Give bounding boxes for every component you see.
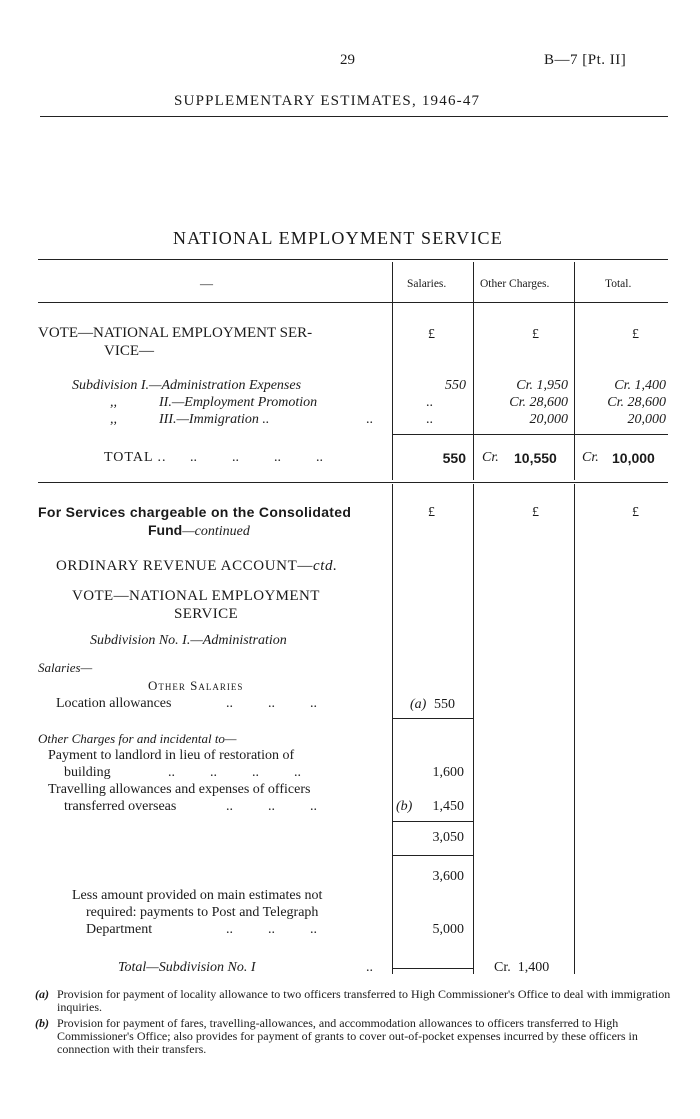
vote-row-3-total: 20,000 — [627, 412, 666, 427]
location-rule — [392, 718, 473, 719]
vote-total-total-prefix: Cr. — [582, 450, 599, 465]
payment-value: 1,600 — [432, 765, 464, 780]
vote-row-3-dots: .. — [366, 412, 373, 427]
detail-currency-other: £ — [532, 505, 539, 520]
vote-title-line2: VICE— — [104, 343, 154, 359]
subdivision-total-label: Total—Subdivision No. I — [118, 960, 256, 975]
detail-column-divider-3 — [574, 484, 575, 974]
detail-subdivision: Subdivision No. I.—Administration — [90, 633, 287, 648]
vote-row-2-prefix: ,, — [110, 395, 117, 410]
vote-table-bottom-rule — [38, 482, 668, 483]
detail-heading-continued: —continued — [182, 524, 250, 539]
vote-row-2-label: II.—Employment Promotion — [159, 395, 318, 410]
vote-row-1-total: Cr. 1,400 — [614, 378, 666, 393]
footnote-b — [35, 1016, 678, 1056]
section-title: NATIONAL EMPLOYMENT SERVICE — [173, 228, 503, 248]
travel-rule — [392, 821, 473, 822]
payment-dots: .. .. .. .. — [168, 765, 301, 780]
page-number: 29 — [340, 52, 355, 68]
footnote-a-label: (a) — [35, 987, 49, 1001]
detail-currency-salaries: £ — [428, 505, 435, 520]
column-divider-1 — [392, 262, 393, 480]
detail-column-divider-2 — [473, 484, 474, 974]
less-dots: .. .. .. — [226, 922, 317, 937]
footnote-a — [35, 987, 678, 1014]
other-salaries-heading: Other Salaries — [148, 678, 244, 693]
travel-value: 1,450 — [432, 799, 464, 814]
subdivision-total-value: Cr. 1,400 — [494, 960, 550, 975]
header-rule — [40, 116, 668, 117]
detail-heading-line2 — [148, 522, 250, 540]
column-divider-2 — [473, 262, 474, 480]
vote-row-2-salaries: .. — [426, 395, 433, 410]
document-reference: B—7 [Pt. II] — [544, 52, 627, 68]
subtotal-2: 3,600 — [432, 869, 464, 884]
vote-total-total: 10,000 — [612, 450, 655, 466]
location-allowances-value: 550 — [434, 697, 455, 712]
detail-heading-fund: Fund — [148, 522, 183, 538]
subdivision-total-rule — [392, 968, 473, 969]
column-header-salaries: Salaries. — [407, 278, 447, 290]
vote-currency-other: £ — [532, 327, 539, 342]
vote-row-1-other: Cr. 1,950 — [516, 378, 568, 393]
salaries-heading: Salaries— — [38, 660, 93, 675]
payment-line1: Payment to landlord in lieu of restoration of — [48, 748, 295, 763]
vote-total-label: TOTAL .. — [104, 450, 167, 465]
vote-total-other: 10,550 — [514, 450, 557, 466]
vote-currency-salaries: £ — [428, 327, 435, 342]
vote-row-2-total: Cr. 28,600 — [607, 395, 666, 410]
account-heading-main: ORDINARY REVENUE ACCOUNT— — [56, 558, 313, 574]
vote-total-salaries: 550 — [442, 450, 466, 466]
vote-total-other-prefix: Cr. — [482, 450, 499, 465]
detail-currency-total: £ — [632, 505, 639, 520]
detail-vote-line2: SERVICE — [174, 606, 239, 622]
location-allowances-dots: .. .. .. — [226, 696, 317, 711]
vote-total-dots: .. .. .. .. — [190, 450, 323, 465]
vote-currency-total: £ — [632, 327, 639, 342]
footnote-b-text: Provision for payment of fares, travelling-allowances, and accommodation allowances to officers transferred to High Commissioner's Office; also provides for payment of grants to cover out-of-pocket expenses incurred by these officers in connection with their transfers. — [57, 1016, 638, 1056]
column-divider-3 — [574, 262, 575, 480]
travel-line1: Travelling allowances and expenses of officers — [48, 782, 311, 797]
vote-subtotal-rule — [392, 434, 668, 435]
table-top-rule — [38, 259, 668, 260]
vote-row-3-prefix: ,, — [110, 412, 117, 427]
page-title: SUPPLEMENTARY ESTIMATES, 1946-47 — [174, 93, 481, 109]
payment-line2: building — [64, 765, 111, 780]
less-line2: required: payments to Post and Telegraph — [86, 905, 319, 920]
subtotal-1-rule — [392, 855, 473, 856]
column-header-other-charges: Other Charges. — [480, 278, 550, 290]
vote-row-1-salaries: 550 — [445, 378, 466, 393]
detail-heading-line1: For Services chargeable on the Consolidated — [38, 504, 352, 520]
less-value: 5,000 — [432, 922, 464, 937]
less-line1: Less amount provided on main estimates not — [72, 888, 323, 903]
column-header-total: Total. — [605, 278, 632, 290]
vote-row-3-other: 20,000 — [529, 412, 568, 427]
other-charges-heading: Other Charges for and incidental to— — [38, 731, 237, 746]
travel-note-ref: (b) — [396, 799, 413, 814]
subdivision-total-dots: .. — [366, 960, 373, 975]
account-heading — [56, 558, 337, 575]
vote-row-2-other: Cr. 28,600 — [509, 395, 568, 410]
detail-column-divider-1 — [392, 484, 393, 974]
travel-dots: .. .. .. — [226, 799, 317, 814]
travel-line2: transferred overseas — [64, 799, 177, 814]
vote-row-3-salaries: .. — [426, 412, 433, 427]
column-header-description: — — [200, 276, 213, 291]
footnote-a-text: Provision for payment of locality allowance to two officers transferred to High Commissioner's Office to deal with immigration inquiries. — [57, 987, 671, 1014]
location-note-ref: (a) — [410, 697, 427, 712]
account-heading-suffix: ctd. — [312, 558, 338, 574]
footnote-b-label: (b) — [35, 1016, 49, 1030]
location-allowances-label: Location allowances — [56, 696, 172, 711]
vote-row-1-label: Subdivision I.—Administration Expenses — [72, 378, 302, 393]
subtotal-1: 3,050 — [432, 830, 464, 845]
vote-row-3-label: III.—Immigration .. — [159, 412, 270, 427]
vote-title-line1: VOTE—NATIONAL EMPLOYMENT SER- — [38, 325, 313, 341]
detail-vote-line1: VOTE—NATIONAL EMPLOYMENT — [72, 588, 320, 604]
less-line3: Department — [86, 922, 153, 937]
